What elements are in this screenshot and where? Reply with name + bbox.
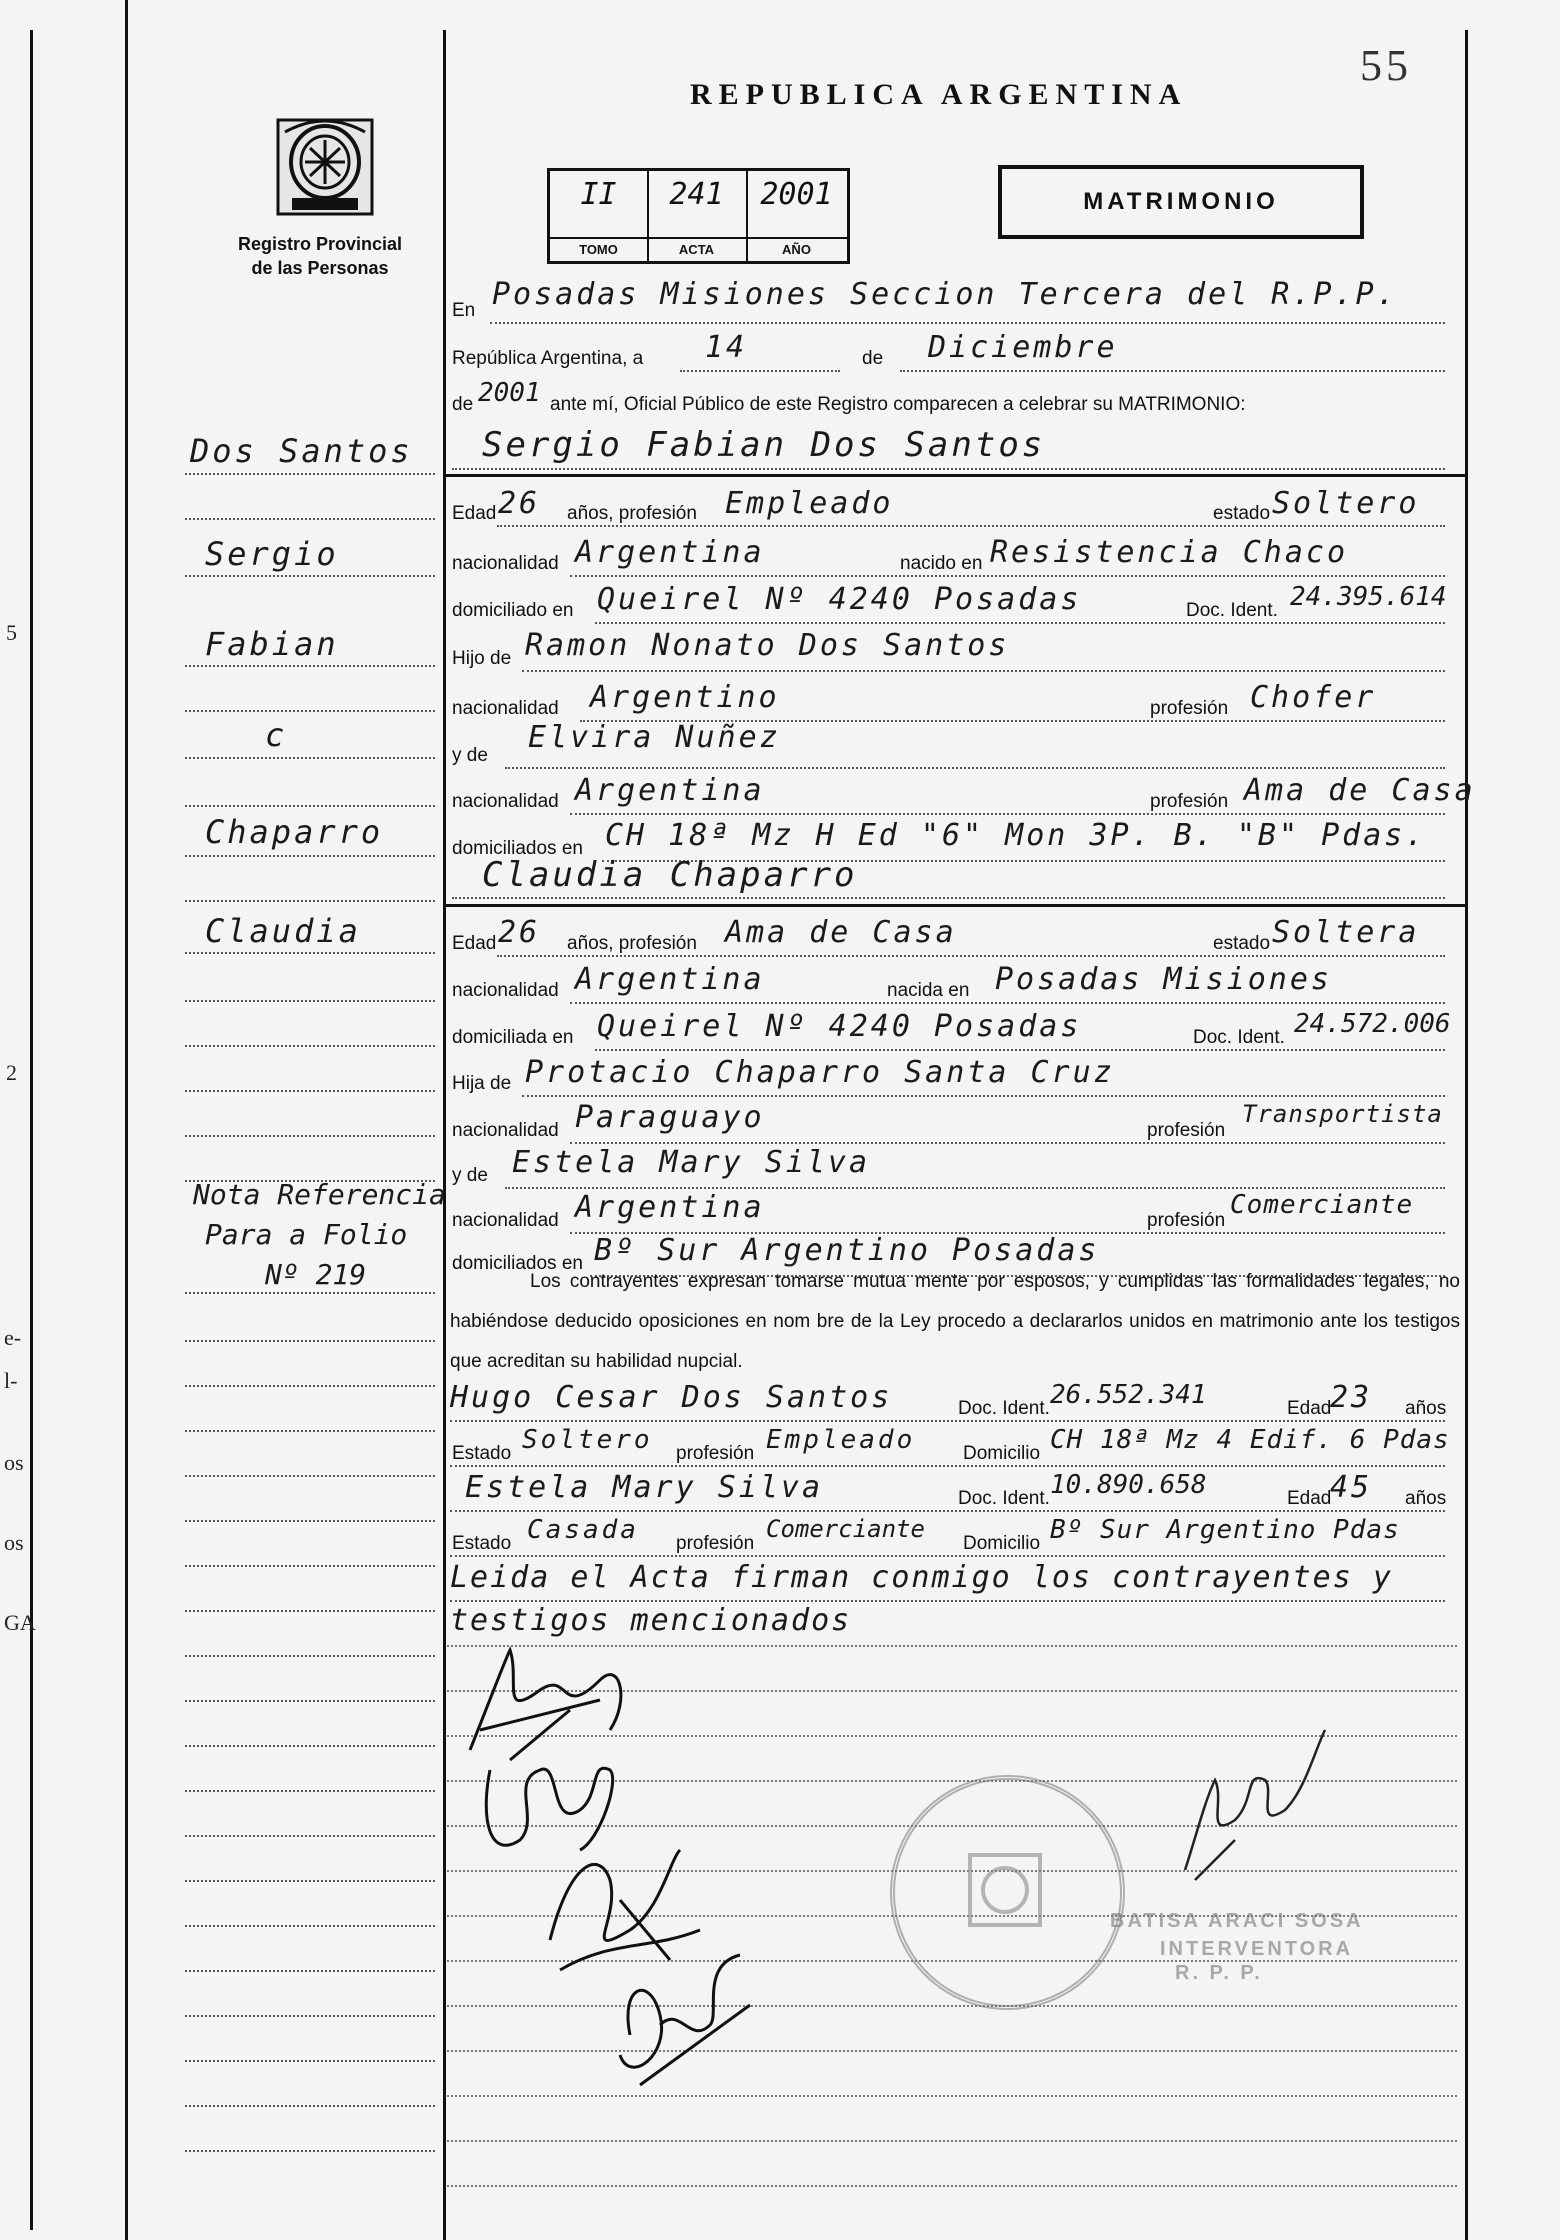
registry-line1: Registro Provincial bbox=[237, 234, 403, 254]
dotted-line bbox=[570, 813, 1445, 815]
bride-parents-domicile: Bº Sur Argentino Posadas bbox=[594, 1233, 1100, 1268]
doc-ident-label: Doc. Ident. bbox=[958, 1488, 1050, 1509]
margin-dotted-line bbox=[185, 1090, 435, 1092]
margin-dotted-line bbox=[185, 2105, 435, 2107]
domicilio-label: Domicilio bbox=[963, 1443, 1041, 1464]
margin-dotted-line bbox=[185, 805, 435, 807]
dotted-line bbox=[522, 670, 1445, 672]
coat-of-arms-icon bbox=[270, 112, 380, 222]
ruled-line bbox=[447, 2005, 1457, 2007]
estado-label: estado bbox=[1213, 503, 1271, 524]
dotted-line bbox=[497, 525, 1445, 527]
dotted-line bbox=[450, 1600, 1445, 1602]
dotted-line bbox=[497, 955, 1445, 957]
dotted-line bbox=[450, 1555, 1445, 1557]
witness2-domicile: Bº Sur Argentino Pdas bbox=[1050, 1515, 1400, 1545]
groom-mother-profession: Ama de Casa bbox=[1244, 773, 1476, 808]
bride-father: Protacio Chaparro Santa Cruz bbox=[525, 1055, 1115, 1090]
domiciliada-en-label: domiciliada en bbox=[452, 1027, 574, 1048]
doc-ident-label: Doc. Ident. bbox=[958, 1398, 1050, 1419]
edge-fragment: 2 bbox=[6, 1060, 17, 1085]
bride-father-nationality: Paraguayo bbox=[575, 1100, 765, 1135]
groom-status: Soltero bbox=[1272, 486, 1420, 521]
ano-cell bbox=[746, 171, 847, 261]
margin-surname2: Chaparro bbox=[205, 813, 384, 851]
groom-mother-nationality: Argentina bbox=[575, 773, 765, 808]
margin-dotted-line bbox=[185, 1340, 435, 1342]
witness2-age: 45 bbox=[1330, 1470, 1373, 1505]
acta-value: 241 bbox=[669, 177, 724, 212]
y-de-label: y de bbox=[452, 1165, 488, 1186]
bride-domicile: Queirel Nº 4240 Posadas bbox=[597, 1009, 1082, 1044]
margin-dotted-line bbox=[185, 473, 435, 475]
bride-birthplace: Posadas Misiones bbox=[995, 962, 1332, 997]
nacionalidad-label: nacionalidad bbox=[452, 698, 559, 719]
dotted-line bbox=[450, 1510, 1445, 1512]
margin-dotted-line bbox=[185, 1475, 435, 1477]
groom-profession: Empleado bbox=[725, 486, 894, 521]
margin-dotted-line bbox=[185, 757, 435, 759]
groom-mother: Elvira Nuñez bbox=[528, 720, 781, 755]
witness1-name: Hugo Cesar Dos Santos bbox=[450, 1380, 893, 1415]
registry-line2: de las Personas bbox=[251, 258, 389, 278]
ruled-line bbox=[447, 2050, 1457, 2052]
edge-fragment: GA bbox=[4, 1610, 36, 1635]
margin-surname: Dos Santos bbox=[190, 432, 413, 470]
officer-title: INTERVENTORA bbox=[1160, 1938, 1354, 1960]
estado-cap-label: Estado bbox=[452, 1443, 512, 1464]
section-divider bbox=[443, 904, 1465, 907]
groom-name: Sergio Fabian Dos Santos bbox=[482, 425, 1046, 465]
groom-parents-domicile: CH 18ª Mz H Ed "6" Mon 3P. B. "B" Pdas. bbox=[605, 818, 1427, 853]
margin-first-name: Sergio bbox=[205, 535, 339, 573]
de-year-label: de bbox=[452, 394, 474, 415]
margin-note-line3: Nº 219 bbox=[265, 1258, 367, 1291]
domiciliado-en-label: domiciliado en bbox=[452, 600, 574, 621]
signature-witness2 bbox=[600, 1945, 760, 2095]
margin-dotted-line bbox=[185, 1385, 435, 1387]
witness1-domicile: CH 18ª Mz 4 Edif. 6 Pdas bbox=[1050, 1425, 1450, 1455]
margin-dotted-line bbox=[185, 518, 435, 520]
margin-dotted-line bbox=[185, 1835, 435, 1837]
dotted-line bbox=[522, 1095, 1445, 1097]
nacida-en-label: nacida en bbox=[887, 980, 970, 1001]
dotted-line bbox=[450, 1465, 1445, 1467]
margin-c: c bbox=[265, 716, 288, 754]
dotted-line bbox=[505, 767, 1445, 769]
acta-label: ACTA bbox=[647, 237, 746, 261]
domiciliados-en-label: domiciliados en bbox=[452, 1253, 583, 1274]
ano-label: AÑO bbox=[746, 237, 847, 261]
margin-dotted-line bbox=[185, 1970, 435, 1972]
nacido-en-label: nacido en bbox=[900, 553, 983, 574]
margin-dotted-line bbox=[185, 900, 435, 902]
groom-father-nationality: Argentino bbox=[590, 680, 780, 715]
bride-name: Claudia Chaparro bbox=[482, 855, 858, 895]
signature-officer bbox=[1165, 1720, 1345, 1890]
formal-declaration: Los contrayentes expresan tomarse mutua mente por esposos, y cumplidas las formalidades legales, no habiéndose deducido oposiciones en nom bre de la Ley procedo a declararlos unidos en matrimonio ante los testigos que acreditan su habilidad nupcial. bbox=[450, 1271, 1460, 1372]
groom-father-profession: Chofer bbox=[1250, 680, 1377, 715]
groom-doc: 24.395.614 bbox=[1290, 582, 1447, 612]
dotted-line bbox=[570, 1002, 1445, 1004]
anos-label: años bbox=[1405, 1488, 1447, 1509]
dotted-line bbox=[900, 370, 1445, 372]
groom-age: 26 bbox=[498, 486, 541, 521]
seal-emblem-icon bbox=[955, 1840, 1055, 1940]
bride-status: Soltera bbox=[1272, 915, 1420, 950]
margin-dotted-line bbox=[185, 665, 435, 667]
bride-age: 26 bbox=[498, 915, 541, 950]
witness1-age: 23 bbox=[1330, 1380, 1373, 1415]
comparecen-text: ante mí, Oficial Público de este Registro comparecen a celebrar su MATRIMONIO: bbox=[550, 394, 1246, 415]
act-type-box: MATRIMONIO bbox=[998, 165, 1364, 239]
margin-dotted-line bbox=[185, 710, 435, 712]
edge-fragment: os bbox=[4, 1450, 24, 1475]
anos-profesion-label: años, profesión bbox=[567, 933, 697, 954]
bride-father-profession: Transportista bbox=[1242, 1100, 1443, 1128]
margin-note-line2: Para a Folio bbox=[205, 1218, 408, 1251]
profesion-label: profesión bbox=[1147, 1210, 1226, 1231]
groom-birthplace: Resistencia Chaco bbox=[990, 535, 1349, 570]
margin-dotted-line bbox=[185, 2015, 435, 2017]
bride-nationality: Argentina bbox=[575, 962, 765, 997]
margin-column-line bbox=[443, 30, 446, 2240]
edad-label: Edad bbox=[1287, 1488, 1332, 1509]
ruled-line bbox=[447, 2095, 1457, 2097]
edad-label: Edad bbox=[1287, 1398, 1332, 1419]
officer-name: BATISA ARACI SOSA bbox=[1110, 1910, 1364, 1932]
anos-label: años bbox=[1405, 1398, 1447, 1419]
section-divider bbox=[443, 474, 1465, 477]
profesion-label: profesión bbox=[1147, 1120, 1226, 1141]
edad-label: Edad bbox=[452, 933, 497, 954]
doc-ident-label: Doc. Ident. bbox=[1186, 600, 1278, 621]
y-de-label: y de bbox=[452, 745, 488, 766]
country-title: REPUBLICA ARGENTINA bbox=[690, 78, 1188, 111]
groom-father: Ramon Nonato Dos Santos bbox=[525, 628, 1010, 663]
act-place: Posadas Misiones Seccion Tercera del R.P.P. bbox=[492, 277, 1398, 312]
tomo-cell bbox=[550, 171, 649, 261]
profesion-label: profesión bbox=[1150, 791, 1229, 812]
left-binding-line bbox=[30, 30, 33, 2230]
register-reference-box bbox=[547, 168, 850, 264]
republica-a-label: República Argentina, a bbox=[452, 348, 644, 369]
folio-number: 55 bbox=[1360, 41, 1412, 90]
margin-outer-line bbox=[125, 0, 128, 2240]
witness1-status: Soltero bbox=[522, 1425, 653, 1455]
anos-profesion-label: años, profesión bbox=[567, 503, 697, 524]
margin-dotted-line bbox=[185, 1430, 435, 1432]
ruled-line bbox=[447, 2185, 1457, 2187]
margin-dotted-line bbox=[185, 1745, 435, 1747]
bride-mother-profession: Comerciante bbox=[1230, 1190, 1414, 1220]
profesion-label: profesión bbox=[1150, 698, 1229, 719]
nacionalidad-label: nacionalidad bbox=[452, 1120, 559, 1141]
nacionalidad-label: nacionalidad bbox=[452, 980, 559, 1001]
edad-label: Edad bbox=[452, 503, 497, 524]
witness1-doc: 26.552.341 bbox=[1050, 1380, 1207, 1410]
margin-dotted-line bbox=[185, 1655, 435, 1657]
estado-cap-label: Estado bbox=[452, 1533, 512, 1554]
en-label: En bbox=[452, 300, 476, 321]
de-label: de bbox=[862, 348, 884, 369]
acta-cell bbox=[647, 171, 748, 261]
margin-dotted-line bbox=[185, 1045, 435, 1047]
nacionalidad-label: nacionalidad bbox=[452, 1210, 559, 1231]
dotted-line bbox=[490, 322, 1445, 324]
bride-mother-nationality: Argentina bbox=[575, 1190, 765, 1225]
right-border-line bbox=[1465, 30, 1468, 2240]
groom-domicile: Queirel Nº 4240 Posadas bbox=[597, 582, 1082, 617]
margin-dotted-line bbox=[185, 1135, 435, 1137]
nacionalidad-label: nacionalidad bbox=[452, 791, 559, 812]
closing-line1: Leida el Acta firman conmigo los contrayentes y bbox=[450, 1560, 1393, 1595]
officer-registry: R. P. P. bbox=[1175, 1962, 1263, 1984]
margin-dotted-line bbox=[185, 1565, 435, 1567]
hijo-de-label: Hijo de bbox=[452, 648, 512, 669]
margin-dotted-line bbox=[185, 952, 435, 954]
margin-dotted-line bbox=[185, 1520, 435, 1522]
dotted-line bbox=[452, 468, 1445, 470]
edge-fragment: 5 bbox=[6, 620, 17, 645]
edge-fragment: l- bbox=[4, 1368, 18, 1393]
margin-second-name: Fabian bbox=[205, 625, 339, 663]
margin-dotted-line bbox=[185, 1925, 435, 1927]
ano-value: 2001 bbox=[760, 177, 833, 212]
bride-mother: Estela Mary Silva bbox=[512, 1145, 871, 1180]
margin-dotted-line bbox=[185, 2150, 435, 2152]
estado-label: estado bbox=[1213, 933, 1271, 954]
bride-profession: Ama de Casa bbox=[725, 915, 957, 950]
margin-dotted-line bbox=[185, 1790, 435, 1792]
margin-dotted-line bbox=[185, 575, 435, 577]
margin-note-line1: Nota Referencia bbox=[193, 1178, 446, 1211]
witness2-status: Casada bbox=[527, 1515, 639, 1545]
bride-doc: 24.572.006 bbox=[1294, 1009, 1451, 1039]
margin-dotted-line bbox=[185, 1700, 435, 1702]
witness2-profession: Comerciante bbox=[766, 1515, 925, 1543]
registry-name bbox=[220, 232, 420, 280]
domicilio-label: Domicilio bbox=[963, 1533, 1041, 1554]
nacionalidad-label: nacionalidad bbox=[452, 553, 559, 574]
edge-fragment: e- bbox=[4, 1325, 22, 1350]
edge-fragment: os bbox=[4, 1530, 24, 1555]
dotted-line bbox=[505, 1187, 1445, 1189]
dotted-line bbox=[570, 575, 1445, 577]
witness2-name: Estela Mary Silva bbox=[465, 1470, 824, 1505]
witness2-doc: 10.890.658 bbox=[1050, 1470, 1207, 1500]
tomo-value: II bbox=[580, 177, 617, 212]
dotted-line bbox=[570, 1142, 1445, 1144]
dotted-line bbox=[595, 622, 1445, 624]
margin-dotted-line bbox=[185, 1292, 435, 1294]
profesion-label: profesión bbox=[676, 1533, 755, 1554]
margin-dotted-line bbox=[185, 1880, 435, 1882]
doc-ident-label: Doc. Ident. bbox=[1193, 1027, 1285, 1048]
hija-de-label: Hija de bbox=[452, 1073, 512, 1094]
witness1-profession: Empleado bbox=[766, 1425, 916, 1455]
margin-dotted-line bbox=[185, 1610, 435, 1612]
domiciliados-en-label: domiciliados en bbox=[452, 838, 583, 859]
margin-dotted-line bbox=[185, 2060, 435, 2062]
dotted-line bbox=[595, 1049, 1445, 1051]
act-year: 2001 bbox=[478, 378, 541, 408]
margin-dotted-line bbox=[185, 1000, 435, 1002]
tomo-label: TOMO bbox=[550, 237, 647, 261]
act-day: 14 bbox=[705, 330, 748, 365]
closing-line2: testigos mencionados bbox=[450, 1603, 852, 1638]
ruled-line bbox=[447, 2140, 1457, 2142]
act-month: Diciembre bbox=[928, 330, 1118, 365]
margin-dotted-line bbox=[185, 855, 435, 857]
groom-nationality: Argentina bbox=[575, 535, 765, 570]
margin-bride-first: Claudia bbox=[205, 912, 361, 950]
dotted-line bbox=[680, 370, 840, 372]
dotted-line bbox=[452, 897, 1445, 899]
profesion-label: profesión bbox=[676, 1443, 755, 1464]
dotted-line bbox=[450, 1420, 1445, 1422]
